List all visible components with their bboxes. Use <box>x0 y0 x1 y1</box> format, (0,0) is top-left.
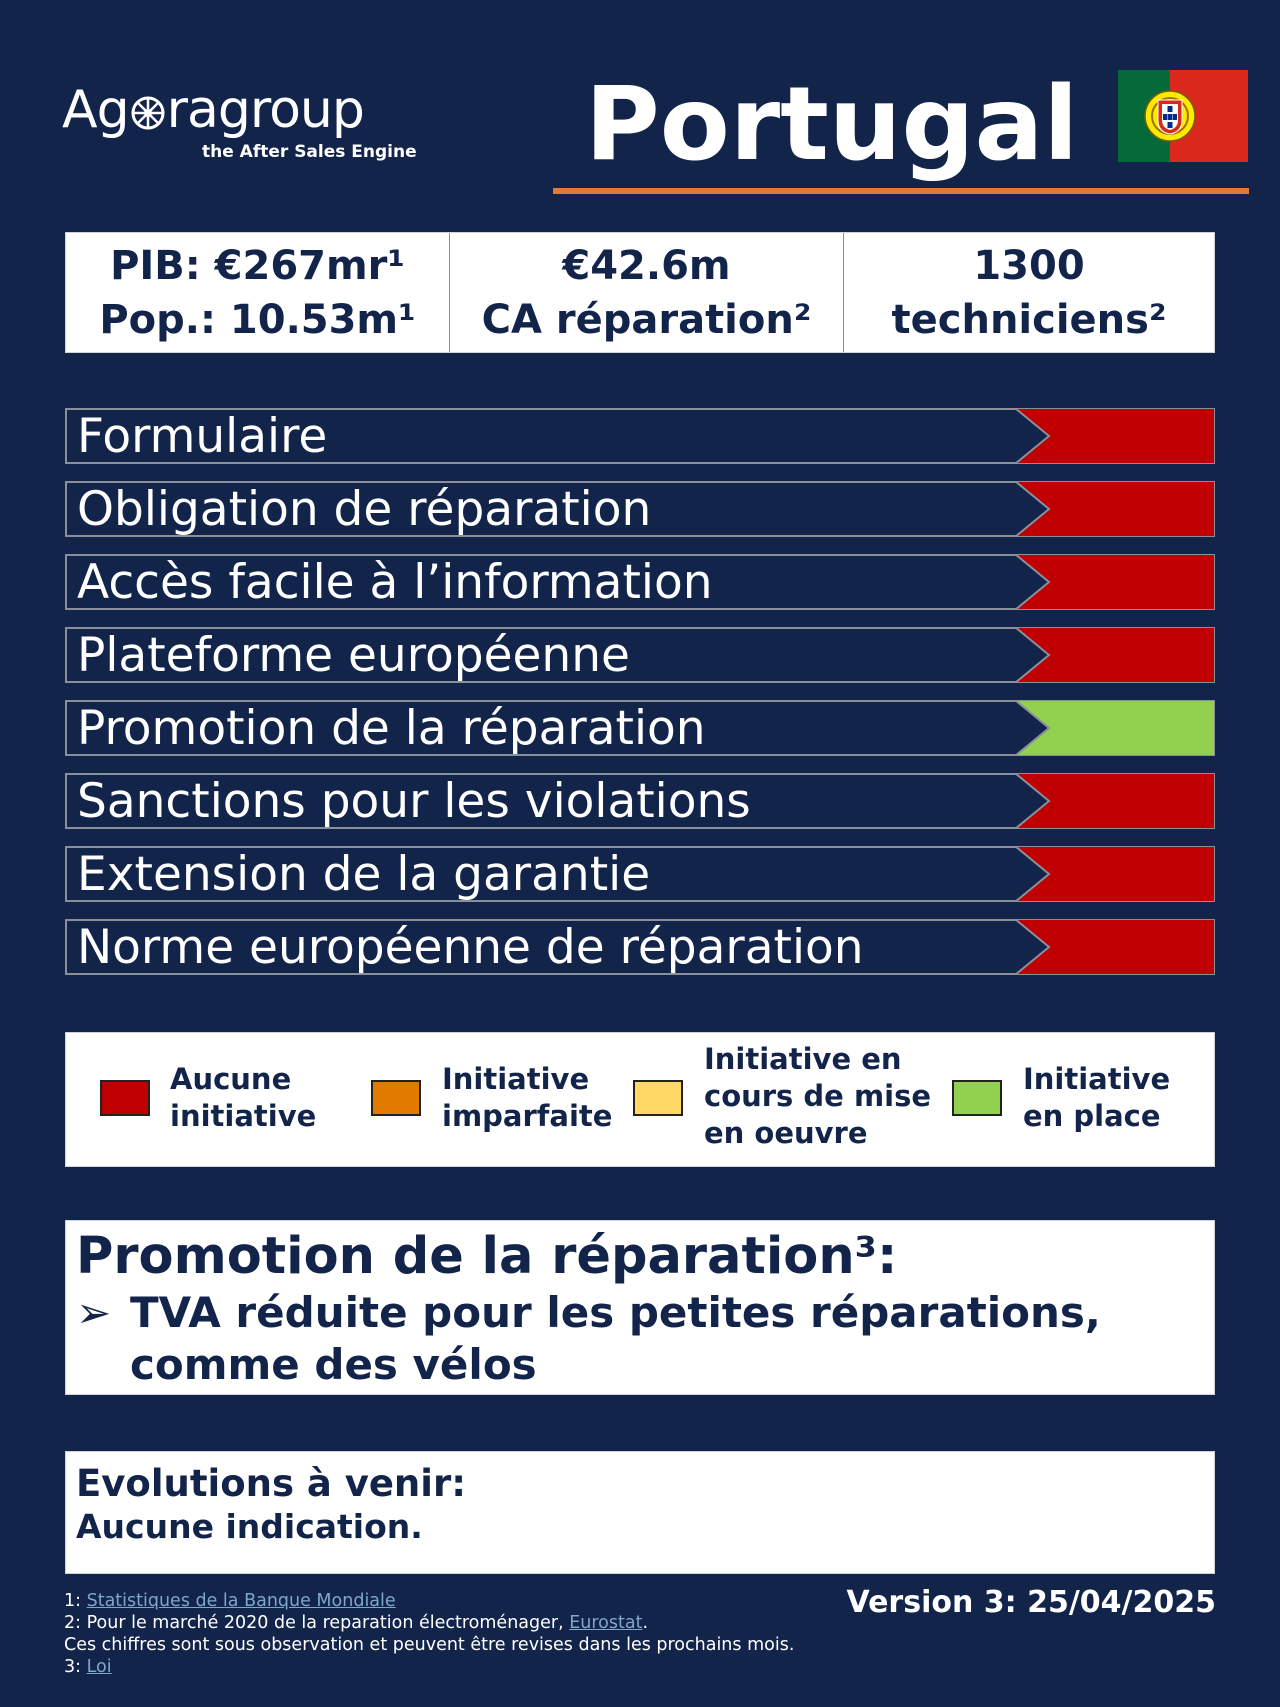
legend-swatch-in-progress <box>633 1080 683 1116</box>
stat-gdp-population <box>66 233 450 352</box>
promotion-bullet-line1: TVA réduite pour les petites réparations, <box>130 1288 1101 1337</box>
logo-wordmark <box>62 80 417 140</box>
indicator-label: Promotion de la réparation <box>77 701 706 756</box>
logo-text-start: Ag <box>62 80 129 140</box>
legend-label-none: Aucune initiative <box>170 1062 317 1133</box>
stat-repair-revenue <box>450 233 844 352</box>
footnotes <box>64 1590 794 1678</box>
status-chevron-none <box>1015 773 1215 829</box>
stat-gdp: PIB: €267mr¹ <box>110 242 405 289</box>
indicator-row <box>65 700 1215 756</box>
stat-repair-revenue-value: €42.6m <box>562 242 731 289</box>
indicator-row <box>65 627 1215 683</box>
version-label: Version 3: 25/04/2025 <box>846 1585 1216 1620</box>
indicator-label: Accès facile à l’information <box>77 555 713 610</box>
stat-repair-revenue-label: CA réparation² <box>481 296 812 343</box>
indicator-label: Sanctions pour les violations <box>77 774 751 829</box>
indicator-label: Obligation de réparation <box>77 482 652 537</box>
indicator-row <box>65 408 1215 464</box>
agoragroup-logo <box>62 80 417 162</box>
country-title: Portugal <box>585 65 1079 184</box>
indicator-row <box>65 846 1215 902</box>
title-underline <box>553 188 1249 194</box>
stat-population: Pop.: 10.53m¹ <box>99 296 416 343</box>
stat-technicians-value: 1300 <box>973 242 1085 289</box>
footnote-2: 2: Pour le marché 2020 de la reparation électroménager, Eurostat. <box>64 1613 649 1633</box>
footnote-1: 1: Statistiques de la Banque Mondiale <box>64 1591 396 1611</box>
wheel-icon <box>130 95 166 131</box>
footnote-2-note: Ces chiffres sont sous observation et peuvent être revises dans les prochains mois. <box>64 1635 795 1655</box>
status-chevron-none <box>1015 627 1215 683</box>
indicator-row <box>65 773 1215 829</box>
indicator-row <box>65 554 1215 610</box>
world-bank-link[interactable]: Statistiques de la Banque Mondiale <box>86 1591 396 1611</box>
bullet-arrow-icon: ➢ <box>76 1288 112 1337</box>
legend-swatch-imperfect <box>371 1080 421 1116</box>
promotion-details <box>65 1220 1215 1395</box>
footnote-3: 3: Loi <box>64 1657 112 1677</box>
eurostat-link[interactable]: Eurostat <box>569 1613 643 1633</box>
law-link[interactable]: Loi <box>86 1657 112 1677</box>
legend-swatch-none <box>100 1080 150 1116</box>
status-chevron-none <box>1015 846 1215 902</box>
evolutions-text: Aucune indication. <box>76 1507 423 1546</box>
stat-technicians-label: techniciens² <box>891 296 1167 343</box>
indicator-label: Plateforme européenne <box>77 628 630 683</box>
legend-label-in-progress: Initiative en cours de mise en oeuvre <box>704 1042 932 1150</box>
status-chevron-none <box>1015 919 1215 975</box>
status-legend <box>65 1032 1215 1167</box>
indicator-row <box>65 481 1215 537</box>
stat-technicians <box>844 233 1214 352</box>
status-chevron-in_place <box>1015 700 1215 756</box>
portugal-flag-icon <box>1118 70 1248 162</box>
indicator-label: Formulaire <box>77 409 328 464</box>
evolutions-title: Evolutions à venir: <box>76 1462 466 1505</box>
logo-tagline: the After Sales Engine <box>202 142 417 162</box>
key-figures-table <box>65 232 1215 353</box>
promotion-title: Promotion de la réparation³: <box>76 1227 898 1286</box>
upcoming-evolutions <box>65 1451 1215 1574</box>
legend-label-imperfect: Initiative imparfaite <box>442 1062 613 1133</box>
status-chevron-none <box>1015 408 1215 464</box>
status-chevron-none <box>1015 554 1215 610</box>
indicator-row <box>65 919 1215 975</box>
legend-swatch-in-place <box>952 1080 1002 1116</box>
status-chevron-none <box>1015 481 1215 537</box>
promotion-bullet-line2: comme des vélos <box>130 1340 537 1389</box>
legend-label-in-place: Initiative en place <box>1023 1062 1171 1133</box>
logo-text-end: ragroup <box>166 80 364 140</box>
indicator-label: Extension de la garantie <box>77 847 651 902</box>
indicator-label: Norme européenne de réparation <box>77 920 864 975</box>
